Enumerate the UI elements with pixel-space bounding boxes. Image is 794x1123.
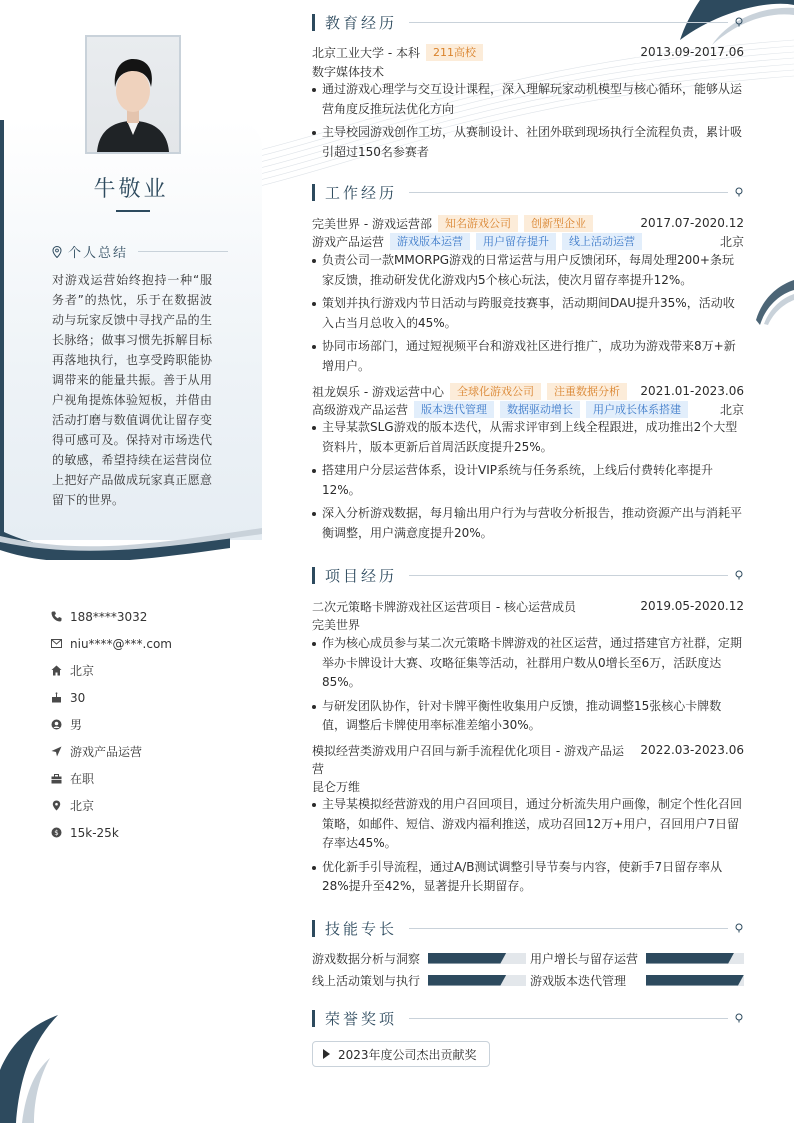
work-city: 北京: [719, 234, 744, 249]
role-tag: 用户成长体系搭建: [586, 401, 688, 418]
company-name: 祖龙娱乐 - 游戏运营中心: [312, 384, 444, 399]
cake-icon: [50, 692, 62, 704]
play-triangle-icon: [323, 1049, 330, 1059]
contact-email: [50, 630, 172, 657]
school-tag: 211高校: [426, 44, 483, 61]
contact-city: [50, 657, 172, 684]
project-0-header: [312, 597, 744, 615]
work-0-header: [312, 214, 744, 232]
list-item: 策划并执行游戏内节日活动与跨服竞技赛事，活动期间DAU提升35%，活动收入占当月总收入的45%。: [312, 294, 744, 333]
contact-value: 在职: [70, 772, 95, 786]
contact-phone: [50, 603, 172, 630]
skill-label: 线上活动策划与执行: [312, 973, 421, 988]
company-tag: 全球化游戏公司: [450, 383, 541, 400]
heading-bar: [312, 14, 315, 31]
list-item: 优化新手引导流程，通过A/B测试调整引导节奏与内容，使新手7日留存率从28%提升至42%，显著提升长期留存。: [312, 858, 744, 897]
role-name: 高级游戏产品运营: [312, 402, 409, 417]
role-tag: 版本迭代管理: [414, 401, 494, 418]
school-name: 北京工业大学 - 本科: [312, 45, 420, 60]
section-title: 技能专长: [325, 919, 398, 938]
education-header: [312, 43, 744, 61]
heading-bar: [312, 1010, 315, 1027]
role-tag: 用户留存提升: [476, 233, 556, 250]
list-item: 与研发团队协作，针对卡牌平衡性收集用户反馈，推动调整15张核心卡牌数值，调整后卡牌使用率标准差缩小30%。: [312, 697, 744, 736]
location-icon: [50, 800, 62, 812]
skill-bar-fill: [646, 953, 734, 964]
work-section-heading: [312, 182, 744, 202]
contact-value: 北京: [70, 664, 95, 678]
role-tag: 游戏版本运营: [390, 233, 470, 250]
education-major-row: [312, 62, 744, 80]
project-title: 二次元策略卡牌游戏社区运营项目 - 核心运营成员: [312, 599, 576, 614]
summary-title: 个人总结: [68, 246, 129, 261]
section-title: 项目经历: [325, 566, 398, 585]
summary-text: 对游戏运营始终抱持一种“服务者”的热忱，乐于在数据波动与玩家反馈中寻找产品的生长脉络；做事习惯先拆解目标再落地执行，也享受跨职能协调带来的能量共振。善于从用户视角提炼体验短板，并借由活动打磨与数值调优让留存变得可感可及。保持对市场迭代的敏感，希望持续在运营岗位上把好产品做成玩家真正愿意留下的世界。: [52, 273, 212, 507]
skill-label: 用户增长与留存运营: [530, 951, 639, 966]
award-badge: [312, 1041, 490, 1067]
location-pin-icon: [734, 923, 744, 933]
list-item: 深入分析游戏数据，每月输出用户行为与营收分析报告，推动资源产出与消耗平衡调整，用户满意度提升20%。: [312, 504, 744, 543]
bottom-left-wave-decoration: [0, 1010, 60, 1123]
skill-bar-fill: [428, 975, 506, 986]
skill-bar: [428, 975, 526, 986]
major-name: 数字媒体技术: [312, 64, 385, 79]
location-pin-icon: [734, 187, 744, 197]
contact-value: 游戏产品运营: [70, 745, 143, 759]
project-title: 模拟经营类游戏用户召回与新手流程优化项目 - 游戏产品运: [312, 743, 624, 758]
project-1-title-cont: [312, 759, 744, 777]
contact-position: [50, 738, 172, 765]
salary-icon: [50, 827, 62, 839]
heading-divider: [409, 22, 728, 23]
contact-status: [50, 765, 172, 792]
project-0-org-row: [312, 615, 744, 633]
contact-value: 男: [70, 718, 83, 732]
section-title: 工作经历: [325, 183, 398, 202]
project-date: 2022.03-2023.06: [640, 743, 744, 757]
contact-age: [50, 684, 172, 711]
skill-bar-fill: [646, 975, 744, 986]
contact-value: 188****3032: [70, 609, 148, 624]
list-item: 主导某模拟经营游戏的用户召回项目，通过分析流失用户画像，制定个性化召回策略，如邮件、短信、游戏内福利推送，成功召回12万+用户，召回用户7日留存率达45%。: [312, 795, 744, 854]
heading-bar: [312, 567, 315, 584]
briefcase-icon: [50, 773, 62, 785]
project-title-continued: 营: [312, 761, 325, 776]
work-0-role-row: [312, 232, 744, 250]
heading-bar: [312, 184, 315, 201]
skill-label: 游戏版本迭代管理: [530, 973, 627, 988]
heading-divider: [409, 575, 728, 576]
contact-expected-city: [50, 792, 172, 819]
company-tag: 创新型企业: [524, 215, 593, 232]
education-section-heading: [312, 12, 744, 32]
list-item: 负责公司一款MMORPG游戏的日常运营与用户反馈闭环，每周处理200+条玩家反馈，推动研发优化游戏内5个核心玩法，使次月留存率提升12%。: [312, 251, 744, 290]
education-bullets: [312, 80, 744, 166]
skill-item: [312, 951, 526, 965]
contact-gender: [50, 711, 172, 738]
list-item: 主导某款SLG游戏的版本迭代，从需求评审到上线全程跟进，成功推出2个大型资料片，版本更新后首周活跃度提升25%。: [312, 418, 744, 457]
work-0-bullets: [312, 251, 744, 380]
right-edge-wave-decoration: [756, 280, 794, 325]
list-item: 作为核心成员参与某二次元策略卡牌游戏的社区运营，通过搭建官方社群，定期举办卡牌设计大赛、攻略征集等活动，社群用户数从0增长至6万，活跃度达85%。: [312, 634, 744, 693]
project-0-bullets: [312, 634, 744, 740]
list-item: 主导校园游戏创作工坊，从赛制设计、社团外联到现场执行全流程负责，累计吸引超过150名参赛者: [312, 123, 744, 162]
heading-divider: [409, 928, 728, 929]
summary-heading: [52, 242, 228, 261]
contact-value: 15k-25k: [70, 825, 119, 840]
work-1-role-row: [312, 400, 744, 418]
work-date: 2021.01-2023.06: [640, 384, 744, 398]
list-item: 协同市场部门，通过短视频平台和游戏社区进行推广，成功为游戏带来8万+新增用户。: [312, 337, 744, 376]
avatar-photo: [85, 35, 181, 154]
mail-icon: [50, 638, 62, 650]
company-tag: 知名游戏公司: [438, 215, 518, 232]
project-1-bullets: [312, 795, 744, 901]
skill-bar: [428, 953, 526, 964]
education-date: 2013.09-2017.06: [640, 45, 744, 59]
contact-list: [50, 603, 172, 846]
skill-item: [312, 973, 526, 987]
heading-divider: [409, 1018, 728, 1019]
location-pin-icon: [52, 246, 62, 258]
contact-value: 30: [70, 690, 86, 705]
work-date: 2017.07-2020.12: [640, 216, 744, 230]
work-1-header: [312, 382, 744, 400]
skill-item: [530, 951, 744, 965]
work-city: 北京: [719, 402, 744, 417]
contact-salary: [50, 819, 172, 846]
skill-bar: [646, 953, 744, 964]
contact-value: 北京: [70, 799, 95, 813]
project-org: 昆仑万维: [312, 779, 361, 794]
work-1-bullets: [312, 418, 744, 547]
summary-divider: [138, 251, 228, 252]
role-name: 游戏产品运营: [312, 234, 385, 249]
project-date: 2019.05-2020.12: [640, 599, 744, 613]
skill-bar-fill: [428, 953, 506, 964]
list-item: 搭建用户分层运营体系，设计VIP系统与任务系统，上线后付费转化率提升12%。: [312, 461, 744, 500]
heading-divider: [409, 192, 728, 193]
location-pin-icon: [734, 570, 744, 580]
gender-icon: [50, 719, 62, 731]
projects-section-heading: [312, 565, 744, 585]
phone-icon: [50, 611, 62, 623]
project-1-header: [312, 741, 744, 759]
role-tag: 数据驱动增长: [500, 401, 580, 418]
company-name: 完美世界 - 游戏运营部: [312, 216, 432, 231]
send-icon: [50, 746, 62, 758]
project-org: 完美世界: [312, 617, 361, 632]
svg-text:$: $: [53, 829, 59, 838]
home-icon: [50, 665, 62, 677]
skills-section-heading: [312, 918, 744, 938]
candidate-name: 牛敬业: [93, 177, 169, 202]
section-title: 教育经历: [325, 13, 398, 32]
project-1-org-row: [312, 777, 744, 795]
contact-value: niu****@***.com: [70, 636, 172, 651]
skill-item: [530, 973, 744, 987]
heading-bar: [312, 920, 315, 937]
name-underline: [116, 210, 150, 212]
role-tag: 线上活动运营: [562, 233, 642, 250]
company-tag: 注重数据分析: [547, 383, 627, 400]
location-pin-icon: [734, 1013, 744, 1023]
honors-section-heading: [312, 1008, 744, 1028]
section-title: 荣誉奖项: [325, 1009, 398, 1028]
skill-bar: [646, 975, 744, 986]
list-item: 通过游戏心理学与交互设计课程，深入理解玩家动机模型与核心循环，能够从运营角度反推玩法优化方向: [312, 80, 744, 119]
skill-label: 游戏数据分析与洞察: [312, 951, 421, 966]
location-pin-icon: [734, 17, 744, 27]
award-label: 2023年度公司杰出贡献奖: [338, 1047, 477, 1062]
